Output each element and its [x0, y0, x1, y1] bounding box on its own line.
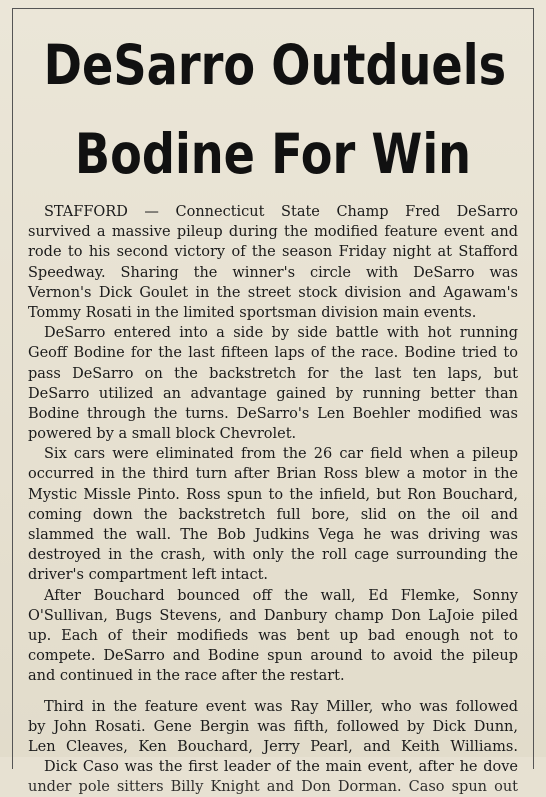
article-line: Tommy Rosati in the limited sportsman division main events.: [28, 304, 477, 321]
article-line: driver's compartment left intact.: [28, 567, 269, 584]
article-line: survived a massive pileup during the modified feature event and: [28, 224, 518, 241]
article-line: Len Cleaves, Ken Bouchard, Jerry Pearl, and Keith Williams.: [28, 738, 518, 755]
article-line: and continued in the race after the restart.: [28, 668, 345, 685]
article-line: under pole sitters Billy Knight and Don Dorman. Caso spun out: [28, 779, 518, 796]
article-line: STAFFORD — Connecticut State Champ Fred DeSarro: [44, 204, 518, 220]
article-line: Bodine through the turns. DeSarro's Len Boehler modified was: [28, 405, 518, 422]
article-line: DeSarro utilized an advantage gained by running better than: [28, 385, 518, 402]
article-line: Dick Caso was the first leader of the main event, after he dove: [44, 759, 518, 776]
article-line: Mystic Missle Pinto. Ross spun to the infield, but Ron Bouchard,: [28, 486, 518, 503]
article-line: by John Rosati. Gene Bergin was fifth, followed by Dick Dunn,: [28, 718, 518, 735]
article-line: occurred in the third turn after Brian Ross blew a motor in the: [28, 466, 518, 483]
article-line: Vernon's Dick Goulet in the street stock division and Agawam's: [28, 284, 518, 301]
article-line: Geoff Bodine for the last fifteen laps of the race. Bodine tried to: [28, 345, 518, 362]
headline-line-2: Bodine For Win: [74, 122, 472, 186]
article-line: Speedway. Sharing the winner's circle with DeSarro was: [28, 264, 518, 281]
paragraph-gap: [28, 687, 518, 697]
article-line: powered by a small block Chevrolet.: [28, 426, 297, 443]
article-body: [28, 202, 518, 796]
article-line: coming down the backstretch full bore, slid on the oil and: [28, 506, 518, 523]
article-line: rode to his second victory of the season Friday night at Stafford: [28, 244, 518, 261]
article-line: slammed the wall. The Bob Judkins Vega he was driving was: [28, 527, 518, 543]
article-line: O'Sullivan, Bugs Stevens, and Danbury champ Don LaJoie piled: [28, 607, 518, 624]
article-line: destroyed in the crash, with only the roll cage surrounding the: [28, 547, 518, 564]
article-line: Third in the feature event was Ray Miller, who was followed: [44, 698, 518, 715]
article-line: After Bouchard bounced off the wall, Ed Flemke, Sonny: [44, 587, 518, 604]
article-line: DeSarro entered into a side by side battle with hot running: [44, 325, 518, 342]
article-line: Six cars were eliminated from the 26 car field when a pileup: [44, 446, 518, 463]
article-line: compete. DeSarro and Bodine spun around to avoid the pileup: [28, 648, 518, 665]
article-line: up. Each of their modifieds was bent up bad enough not to: [28, 627, 518, 644]
headline-line-1: DeSarro Outduels: [43, 33, 507, 97]
article-line: pass DeSarro on the backstretch for the last ten laps, but: [28, 365, 518, 382]
